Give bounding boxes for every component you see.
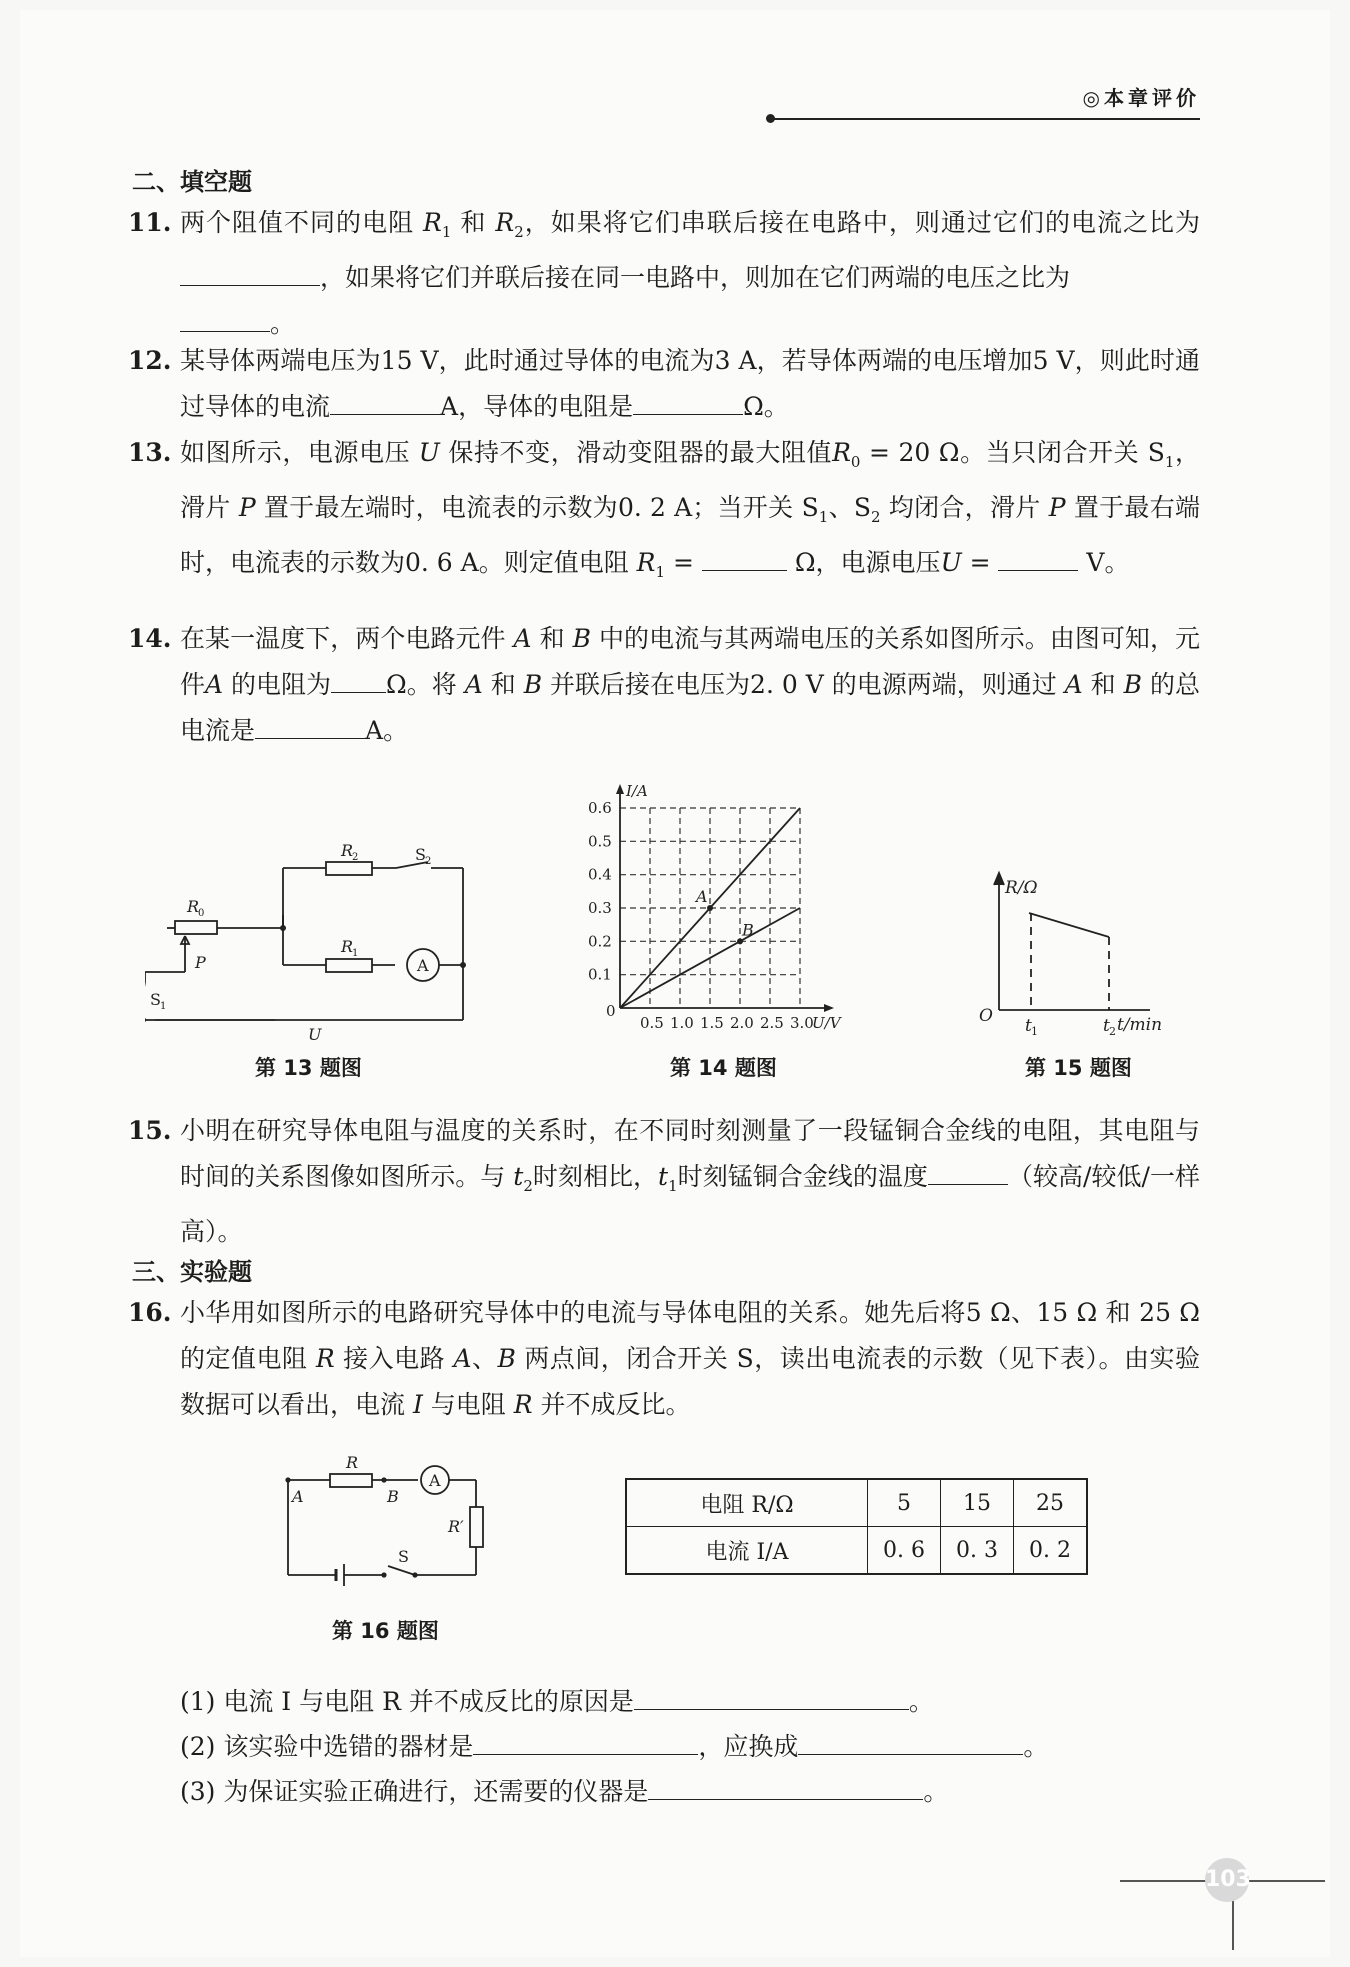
ammeter-symbol: A [417,956,429,975]
answer-blank[interactable] [633,390,743,415]
y-axis-label: I/A [626,782,648,800]
axis-label-r: R/Ω [1005,878,1038,898]
svg-text:2: 2 [352,852,359,863]
y-tick-label: 0.3 [588,899,612,917]
y-tick-label: 0.4 [588,865,612,884]
x-tick-label: 2.5 [760,1014,784,1032]
chapter-header: ◎本章评价 [1082,86,1200,110]
label-R: R [346,1453,359,1472]
y-tick-label: 0.5 [588,832,612,851]
figure-13-circuit [145,820,485,1040]
label-S2: S [415,845,426,864]
section-experiment: 三、实验题 [132,1258,252,1286]
figure-15-graph [975,865,1185,1040]
table-cell: 0. 6 [868,1527,941,1575]
label-S1: S [150,990,161,1009]
answer-blank[interactable] [180,307,270,332]
svg-text:2: 2 [425,856,432,867]
y-axis-arrow [616,784,624,794]
data-point-A [707,905,713,911]
caption-figure-15: 第 15 题图 [1025,1056,1132,1080]
table-cell: 0. 3 [941,1527,1014,1575]
label-R2: R [341,841,354,860]
svg-text:1: 1 [352,948,359,959]
table-cell: 5 [868,1479,941,1527]
answer-blank[interactable] [928,1160,1008,1185]
svg-text:2: 2 [1109,1025,1116,1038]
x-tick-label: 1.0 [670,1014,694,1032]
y-tick-label: 0.1 [588,965,612,984]
x-tick-label: 1.5 [700,1014,724,1032]
data-table [625,1478,1088,1575]
sub-question-3: (3) 为保证实验正确进行，还需要的仪器是 。 [180,1777,949,1806]
question-number: 16. [128,1298,172,1327]
figure-16-circuit [280,1450,500,1590]
label-R1: R [341,937,354,956]
svg-text:1: 1 [160,1001,167,1012]
question-number: 11. [128,208,172,237]
figure-14-chart [580,778,880,1038]
x-tick-label: 2.0 [730,1014,754,1032]
tick-label-t1: t [1025,1016,1032,1036]
answer-blank[interactable] [702,546,787,571]
table-row-label: 电流 I/A [626,1527,868,1575]
label-P: P [195,953,206,972]
table-row [626,1527,1087,1575]
x-tick-label: 3.0 [790,1014,814,1032]
label-R-prime: R′ [448,1517,464,1536]
x-axis-arrow [824,1004,834,1012]
table-row [626,1479,1087,1527]
answer-blank[interactable] [255,714,365,739]
caption-figure-13: 第 13 题图 [255,1056,362,1080]
axis-label-t: t/min [1117,1015,1163,1035]
label-B: B [387,1487,399,1506]
header-rule [770,118,1200,120]
answer-blank[interactable] [330,390,440,415]
question-12: 12. 某导体两端电压为15 V，此时通过导体的电流为3 A，若导体两端的电压增加5 V，则此时通过导体的电流 A，导体的电阻是 Ω。 [128,338,1200,430]
label-A: A [292,1487,304,1506]
caption-figure-14: 第 14 题图 [670,1056,777,1080]
page-number: 103 [1205,1858,1249,1902]
series-label-A: A [696,887,708,906]
section-fill-blank: 二、填空题 [132,168,252,196]
chart-axes [616,784,834,1012]
table-row-label: 电阻 R/Ω [626,1479,868,1527]
question-number: 13. [128,438,172,467]
label-U: U [308,1025,322,1040]
question-number: 14. [128,624,172,653]
question-15: 15. 小明在研究导体电阻与温度的关系时，在不同时刻测量了一段锰铜合金线的电阻，其电阻与时间的关系图像如图所示。与 $t_2$时刻相比，$t_1$时刻锰铜合金线的温度 （较高/较低/一样高）。 [128,1108,1200,1255]
svg-text:1: 1 [1031,1025,1038,1038]
table-cell: 0. 2 [1014,1527,1088,1575]
caption-figure-16: 第 16 题图 [332,1619,439,1643]
answer-blank[interactable] [634,1685,909,1710]
question-16: 16. 小华用如图所示的电路研究导体中的电流与导体电阻的关系。她先后将5 Ω、15 Ω 和 25 Ω 的定值电阻 R 接入电路 A、B 两点间，闭合开关 S，读出电流表的示数（见下表）。由实验数据可以看出，电流 I 与电阻 R 并不成反比。 [128,1290,1200,1428]
label-S: S [398,1547,409,1566]
x-axis-label: U/V [812,1014,841,1032]
label-R0: R [187,897,200,916]
question-13: 13. 如图所示，电源电压 U 保持不变，滑动变阻器的最大阻值$R_0 = 20$ Ω。当只闭合开关 $S_1$，滑片 P 置于最左端时，电流表的示数为0. 2 A；当开关 $S_1$、$S_2$ 均闭合，滑片 P 置于最右端时，电流表的示数为0. 6 A。则定值电阻 $R_1 = \Omega$，电源电压U = V。 [128,430,1200,595]
svg-text:0: 0 [198,908,205,919]
y-tick-label: 0.6 [588,799,612,817]
question-11: 11. 两个阻值不同的电阻 $R_1$ 和 $R_2$，如果将它们串联后接在电路中，则通过它们的电流之比为，如果将它们并联后接在同一电路中，则加在它们两端的电压之比为 。 [128,200,1200,347]
sub-question-1: (1) 电流 I 与电阻 R 并不成反比的原因是 。 [180,1687,934,1716]
answer-blank[interactable] [331,668,386,693]
origin-label: 0 [606,1002,616,1020]
y-tick-label: 0.2 [588,932,612,951]
sub-question-2: (2) 该实验中选错的器材是 ，应换成 。 [180,1732,1049,1761]
answer-blank[interactable] [473,1730,698,1755]
ammeter-symbol: A [429,1471,441,1490]
answer-blank[interactable] [998,546,1078,571]
question-number: 15. [128,1116,172,1145]
series-label-B: B [742,920,754,940]
answer-blank[interactable] [648,1775,923,1800]
table-cell: 25 [1014,1479,1088,1527]
x-tick-label: 0.5 [640,1014,664,1032]
question-number: 12. [128,346,172,375]
answer-blank[interactable] [180,261,320,286]
tick-label-t2: t [1103,1016,1110,1036]
question-14: 14. 在某一温度下，两个电路元件 A 和 B 中的电流与其两端电压的关系如图所示。由图可知，元件A 的电阻为 Ω。将 A 和 B 并联后接在电压为2. 0 V 的电源两端，则通过 A 和 B 的总电流是 A。 [128,616,1200,754]
origin-label: O [979,1006,993,1026]
table-cell: 15 [941,1479,1014,1527]
chart-labels [588,782,843,1032]
answer-blank[interactable] [798,1730,1023,1755]
